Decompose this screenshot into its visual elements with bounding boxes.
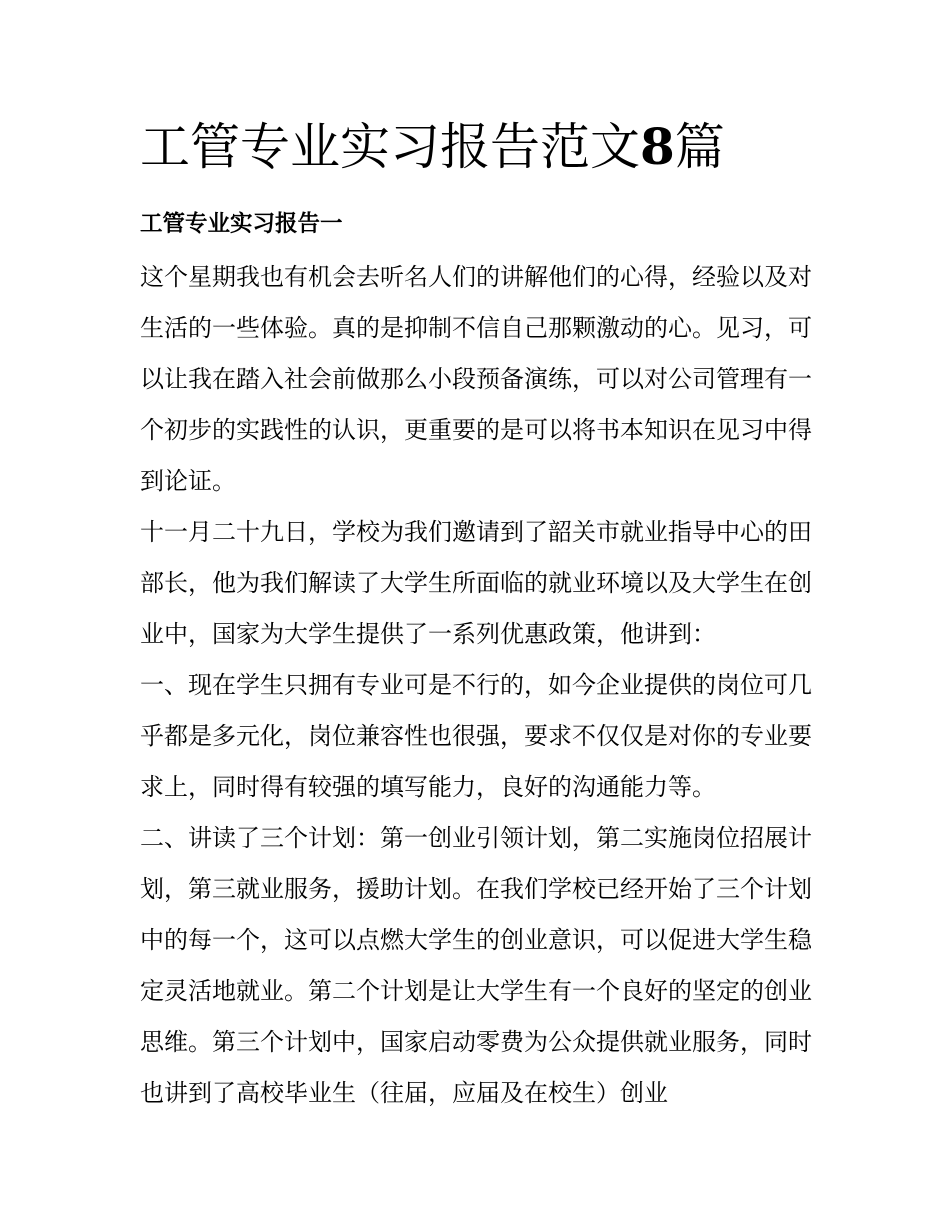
document-body [140,252,812,1119]
paragraph: 一、现在学生只拥有专业可是不行的，如今企业提供的岗位可几乎都是多元化，岗位兼容性也很强，要求不仅仅是对你的专业要求上，同时得有较强的填写能力，良好的沟通能力等。 [140,671,812,801]
document-title [140,112,840,182]
paragraph: 这个星期我也有机会去听名人们的讲解他们的心得，经验以及对生活的一些体验。真的是抑制不信自己那颗激动的心。见习，可以让我在踏入社会前做那么小段预备演练，可以对公司管理有一个初步的实践性的认识，更重要的是可以将书本知识在见习中得到论证。 [140,263,812,495]
title-number: 8 [640,117,675,176]
paragraph: 二、讲读了三个计划：第一创业引领计划，第二实施岗位招展计划，第三就业服务，援助计划。在我们学校已经开始了三个计划中的每一个，这可以点燃大学生的创业意识，可以促进大学生稳定灵活地就业。第二个计划是让大学生有一个良好的坚定的创业思维。第三个计划中，国家启动零费为公众提供就业服务，同时也讲到了高校毕业生（往届，应届及在校生）创业 [140,824,812,1107]
title-main-text: 工管专业实习报告范文 [140,118,640,176]
paragraph: 十一月二十九日，学校为我们邀请到了韶关市就业指导中心的田部长，他为我们解读了大学生所面临的就业环境以及大学生在创业中，国家为大学生提供了一系列优惠政策，他讲到： [140,518,812,648]
section-heading: 工管专业实习报告一 [140,211,343,237]
title-suffix-text: 篇 [674,118,725,176]
